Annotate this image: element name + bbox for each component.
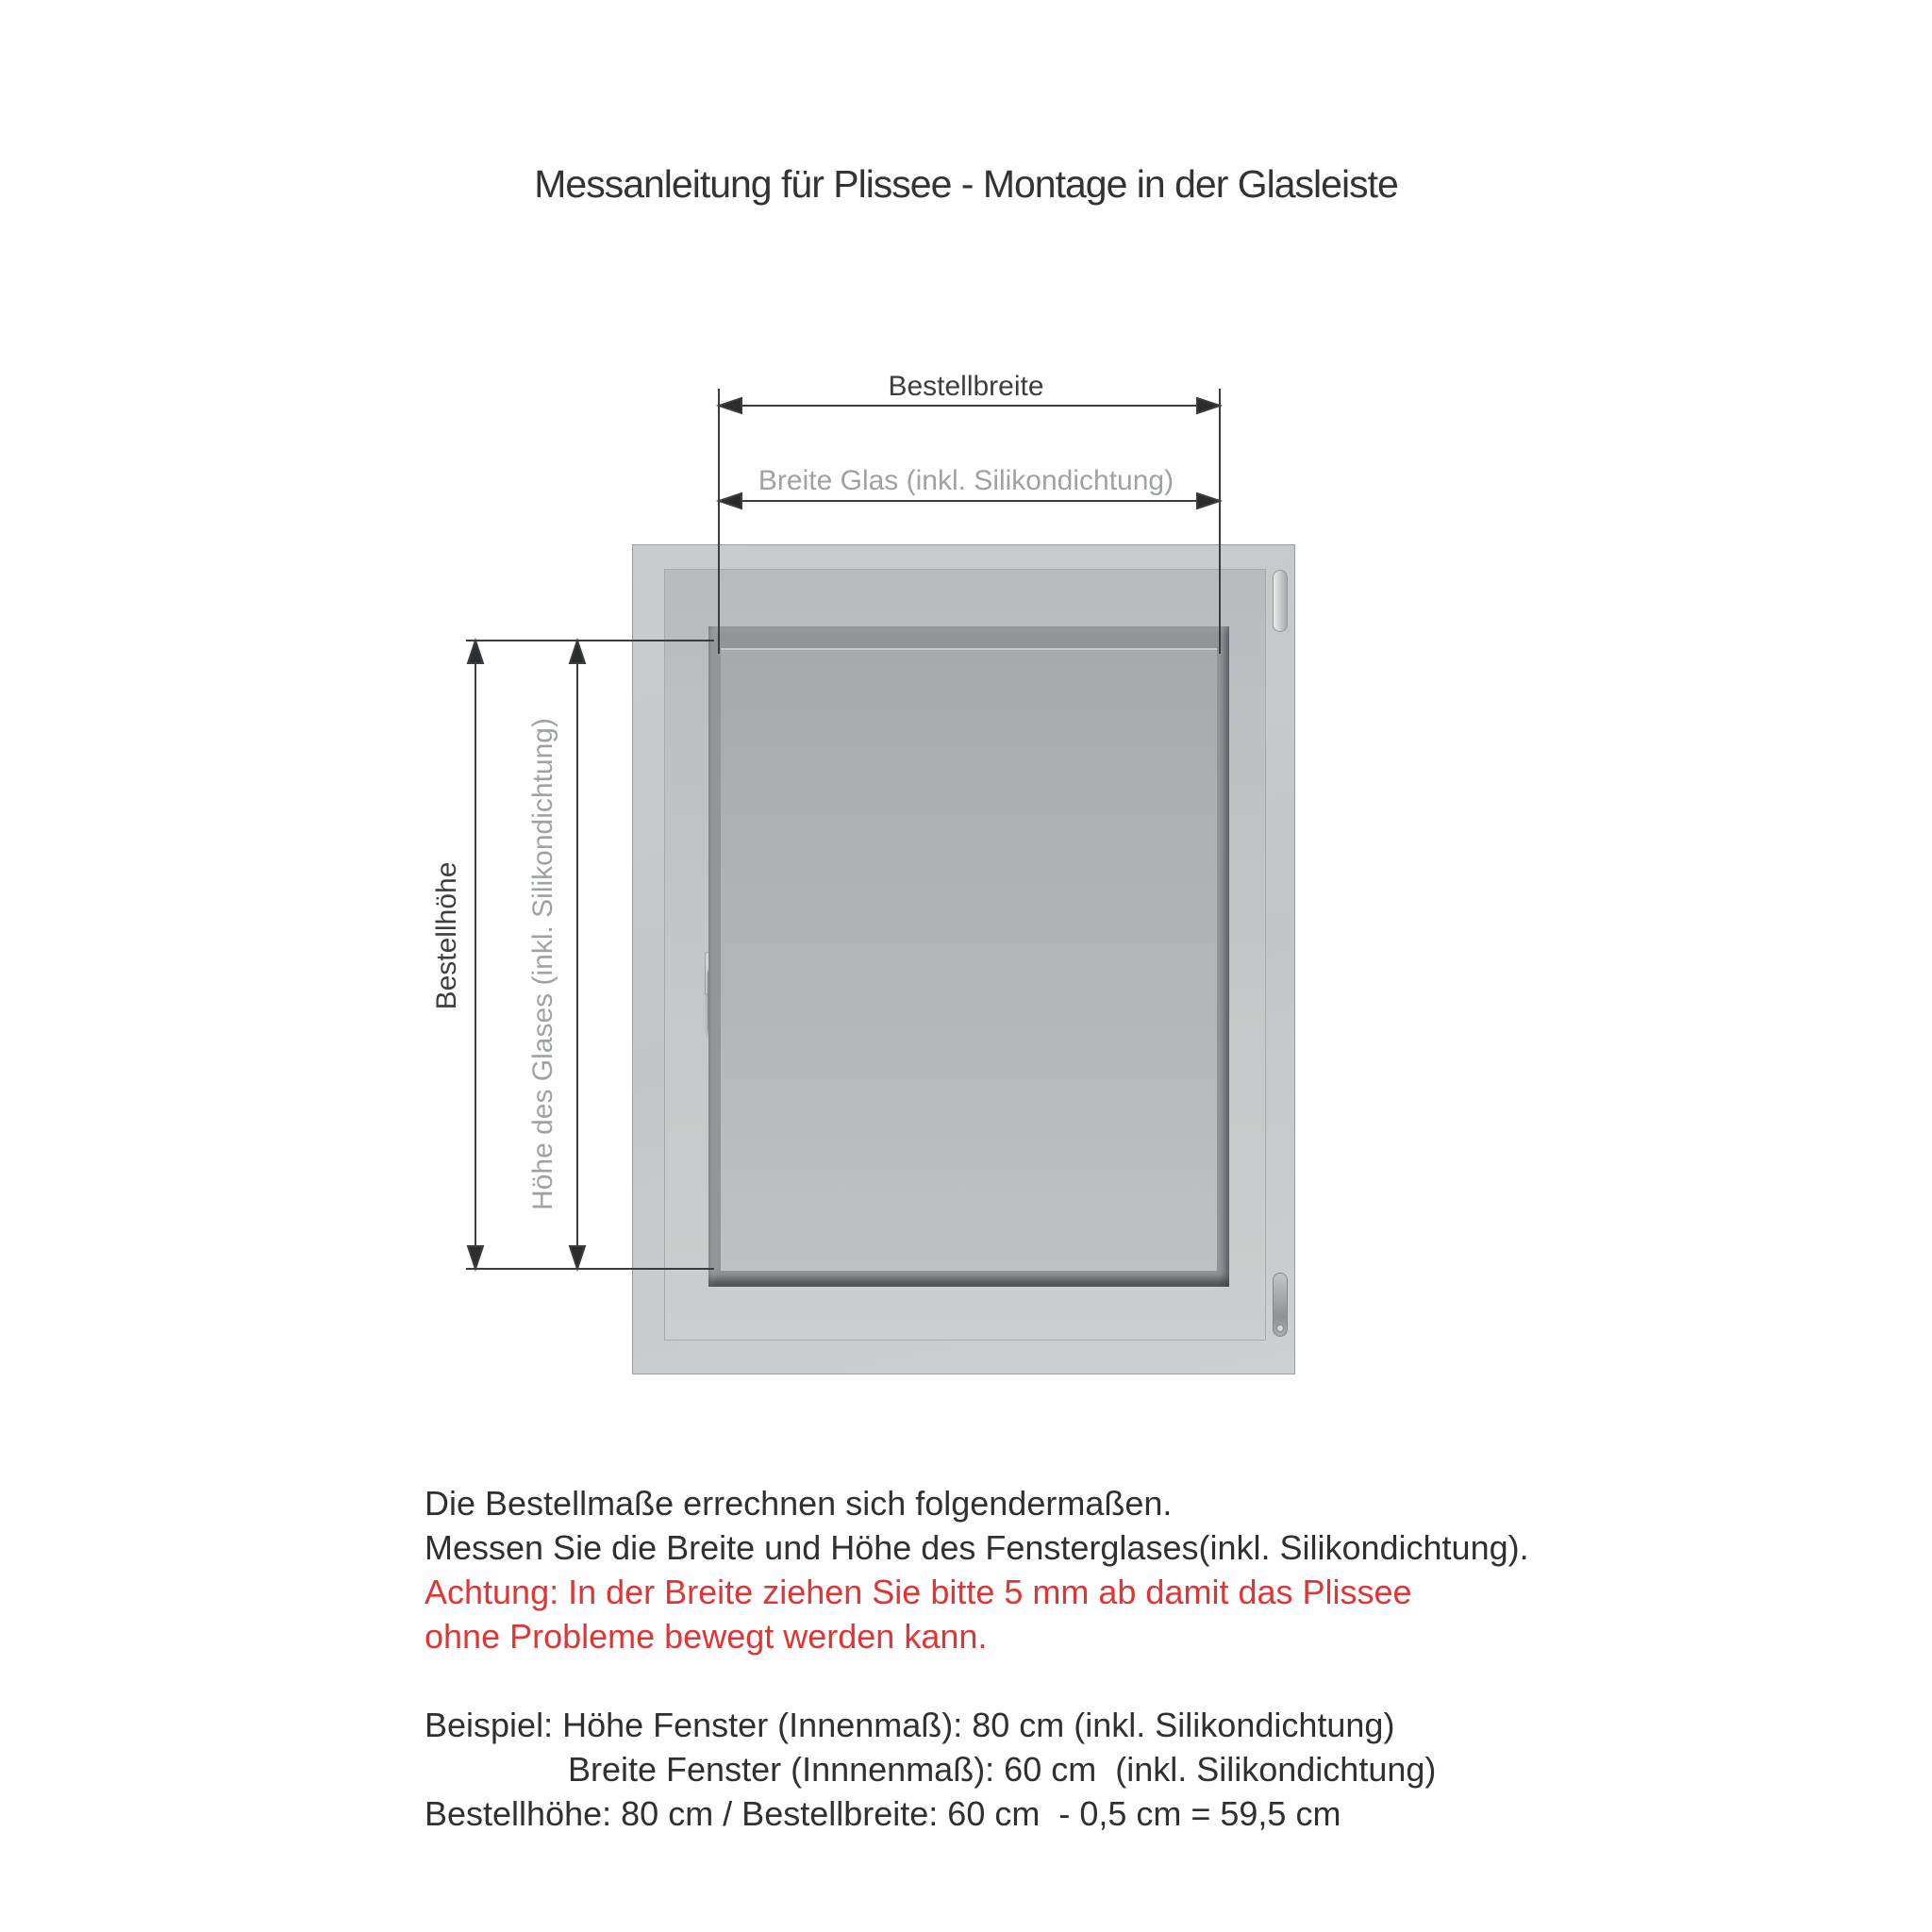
arrowhead-right-icon bbox=[1197, 398, 1220, 413]
arrowhead-down-icon bbox=[468, 1246, 483, 1269]
example-line: Bestellhöhe: 80 cm / Bestellbreite: 60 cm - 0,5 cm = 59,5 cm bbox=[425, 1794, 1341, 1833]
order-height-label: Bestellhöhe bbox=[431, 861, 462, 1010]
arrowhead-left-icon bbox=[719, 398, 741, 413]
order-width-label: Bestellbreite bbox=[888, 371, 1044, 402]
instruction-line: Messen Sie die Breite und Höhe des Fensterglases(inkl. Silikondichtung). bbox=[425, 1528, 1529, 1567]
warning-line: ohne Probleme bewegt werden kann. bbox=[425, 1617, 988, 1656]
arrowhead-left-icon bbox=[719, 493, 741, 508]
arrowhead-up-icon bbox=[570, 641, 585, 663]
arrowhead-down-icon bbox=[570, 1246, 585, 1269]
page-title: Messanleitung für Plissee - Montage in der Glasleiste bbox=[534, 162, 1398, 206]
arrowhead-up-icon bbox=[468, 641, 483, 663]
example-line: Beispiel: Höhe Fenster (Innenmaß): 80 cm (inkl. Silikondichtung) bbox=[425, 1706, 1395, 1744]
warning-line: Achtung: In der Breite ziehen Sie bitte 5 mm ab damit das Plissee bbox=[425, 1573, 1412, 1611]
glass-width-label: Breite Glas (inkl. Silikondichtung) bbox=[758, 465, 1174, 496]
instruction-line: Die Bestellmaße errechnen sich folgendermaßen. bbox=[425, 1484, 1173, 1523]
glass-height-arrow bbox=[570, 641, 585, 1269]
extension-lines bbox=[466, 389, 1220, 1269]
arrowhead-right-icon bbox=[1197, 493, 1220, 508]
example-line: Breite Fenster (Innnenmaß): 60 cm (inkl. Silikondichtung) bbox=[568, 1750, 1437, 1789]
instruction-text-block bbox=[425, 1481, 1529, 1836]
order-height-arrow bbox=[468, 641, 483, 1269]
glass-height-label: Höhe des Glases (inkl. Silikondichtung) bbox=[527, 718, 558, 1210]
